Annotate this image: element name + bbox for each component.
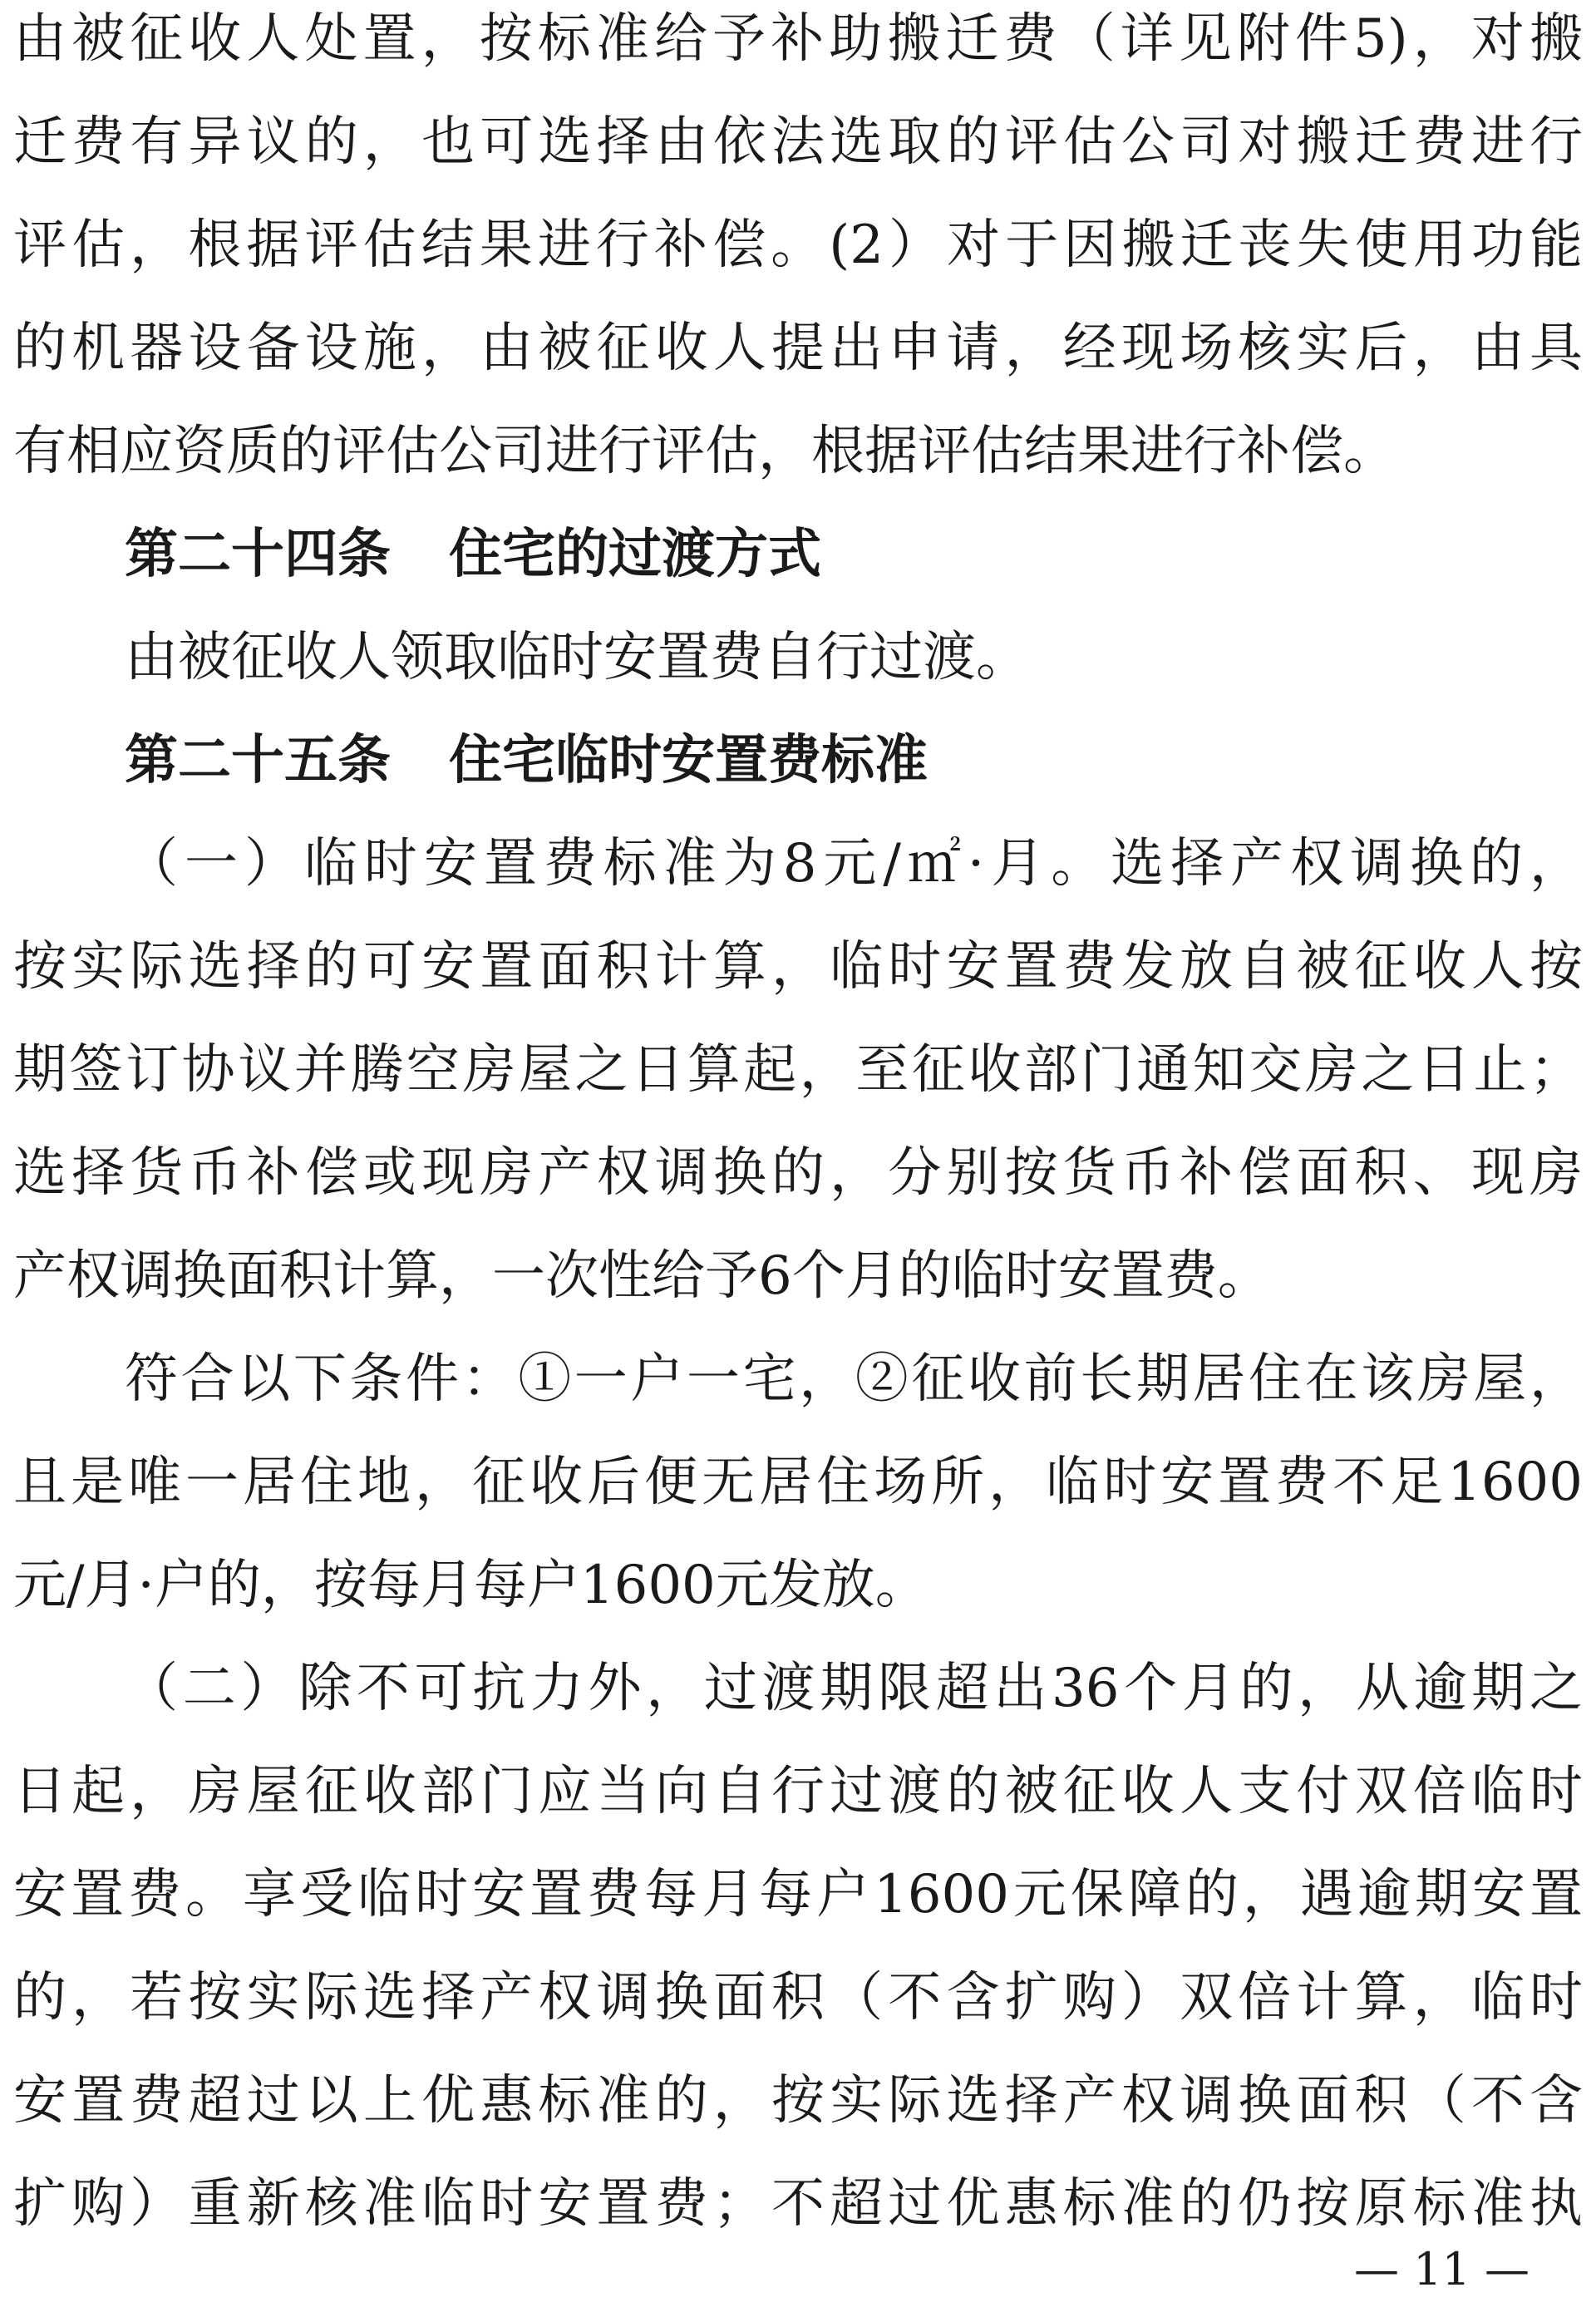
body-line-19: 安置费超过以上优惠标准的，按实际选择产权调换面积（不含 <box>13 2070 1583 2132</box>
body-line-18: 的，若按实际选择产权调换面积（不含扩购）双倍计算，临时 <box>13 1967 1583 2029</box>
body-line-8: 按实际选择的可安置面积计算，临时安置费发放自被征收人按 <box>13 936 1583 998</box>
body-line-6: 由被征收人领取临时安置费自行过渡。 <box>125 627 1029 688</box>
body-line-7: （一）临时安置费标准为8元/㎡·月。选择产权调换的， <box>125 833 1583 895</box>
article-25-number: 第二十五条 <box>125 730 391 791</box>
body-line-11: 产权调换面积计算，一次性给予6个月的临时安置费。 <box>13 1245 1271 1307</box>
body-line-4: 的机器设备设施，由被征收人提出申请，经现场核实后，由具 <box>13 318 1583 379</box>
body-line-12: 符合以下条件：①一户一宅，②征收前长期居住在该房屋， <box>125 1348 1583 1410</box>
body-line-1: 由被征收人处置，按标准给予补助搬迁费（详见附件5)，对搬 <box>13 8 1583 70</box>
body-line-3: 评估，根据评估结果进行补偿。(2）对于因搬迁丧失使用功能 <box>13 214 1583 276</box>
article-24-number: 第二十四条 <box>125 524 391 585</box>
body-line-17: 安置费。享受临时安置费每月每户1600元保障的，遇逾期安置 <box>13 1864 1583 1925</box>
article-25-heading <box>125 709 1583 812</box>
page-number: — 11 — <box>1353 2243 1530 2295</box>
article-24-title: 住宅的过渡方式 <box>449 524 821 585</box>
body-line-5: 有相应资质的评估公司进行评估，根据评估结果进行补偿。 <box>13 421 1396 482</box>
body-line-9: 期签订协议并腾空房屋之日算起，至征收部门通知交房之日止； <box>13 1039 1583 1101</box>
body-line-10: 选择货币补偿或现房产权调换的，分别按货币补偿面积、现房 <box>13 1142 1583 1204</box>
body-line-15: （二）除不可抗力外，过渡期限超出36个月的，从逾期之 <box>125 1658 1583 1719</box>
body-line-14: 元/月·户的，按每月每户1600元发放。 <box>13 1555 929 1616</box>
body-line-20: 扩购）重新核准临时安置费；不超过优惠标准的仍按原标准执 <box>13 2173 1583 2235</box>
article-24-heading <box>125 503 1583 606</box>
body-line-16: 日起，房屋征收部门应当向自行过渡的被征收人支付双倍临时 <box>13 1761 1583 1822</box>
body-line-13: 且是唯一居住地，征收后便无居住场所，临时安置费不足1600 <box>13 1452 1583 1513</box>
article-25-title: 住宅临时安置费标准 <box>449 730 928 791</box>
body-line-2: 迁费有异议的，也可选择由依法选取的评估公司对搬迁费进行 <box>13 111 1583 173</box>
